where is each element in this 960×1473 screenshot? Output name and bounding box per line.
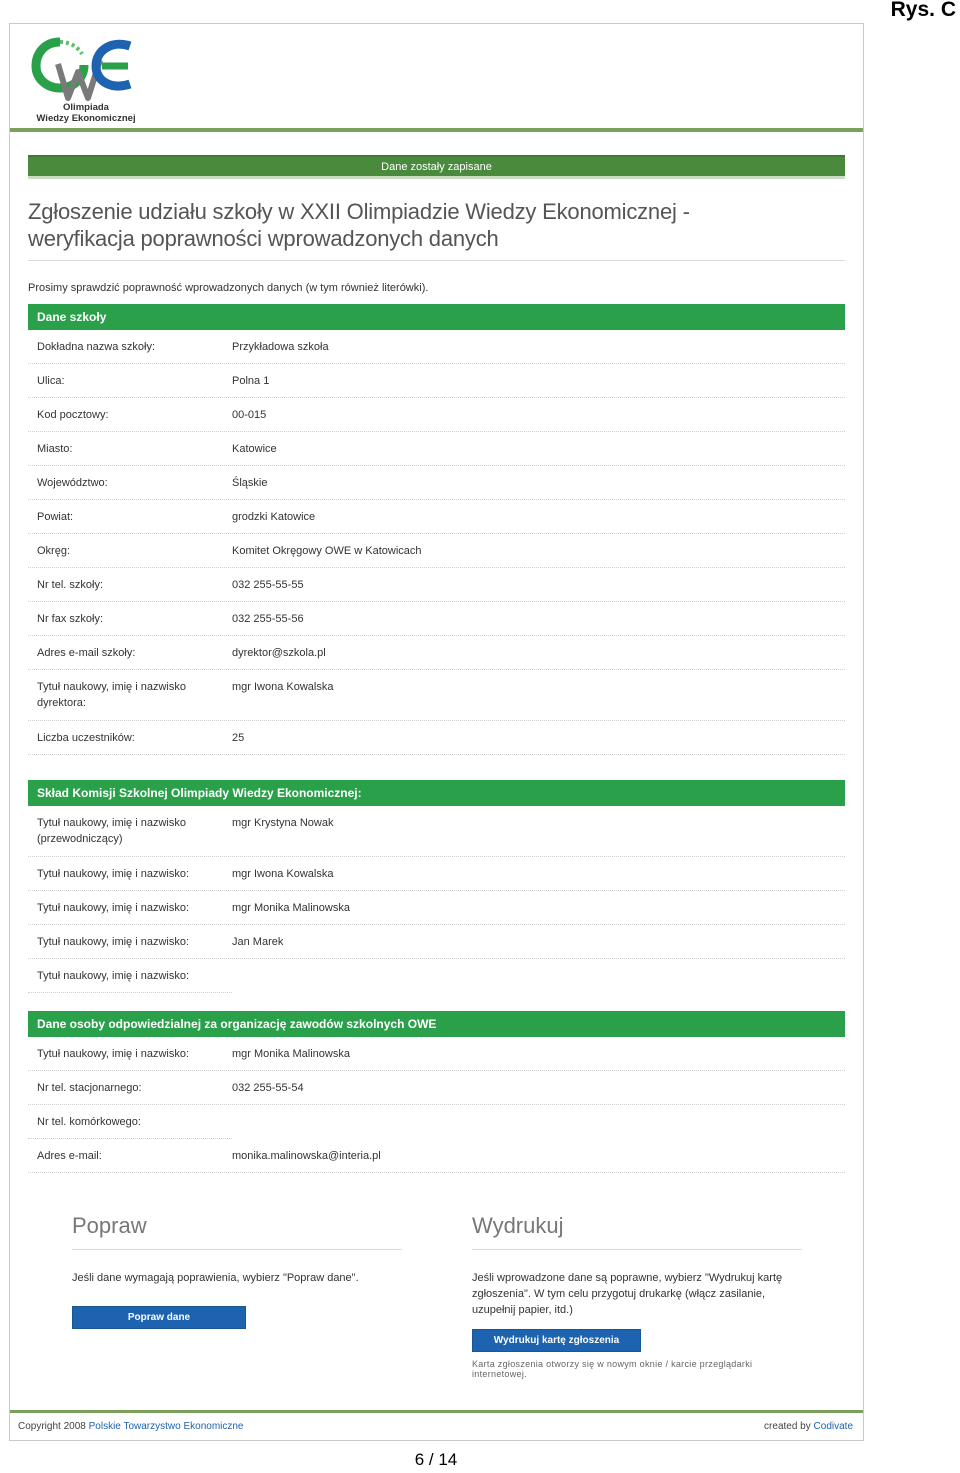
fix-data-button[interactable]: Popraw dane — [72, 1306, 246, 1329]
field-label: Powiat: — [37, 511, 74, 523]
field-label: Nr tel. stacjonarnego: — [37, 1082, 142, 1094]
table-row — [28, 636, 845, 670]
table-row — [28, 857, 845, 891]
field-value: monika.malinowska@interia.pl — [232, 1150, 381, 1162]
field-label: Kod pocztowy: — [37, 409, 109, 421]
field-value: mgr Iwona Kowalska — [232, 681, 334, 693]
field-label: Województwo: — [37, 477, 108, 489]
field-label: Nr tel. komórkowego: — [37, 1116, 141, 1128]
field-value: 032 255-55-55 — [232, 579, 304, 591]
table-row — [28, 721, 845, 755]
logo-line1: Olimpiada — [63, 102, 109, 113]
main-content — [28, 155, 845, 1173]
table-row — [28, 534, 845, 568]
saved-notification: Dane zostały zapisane — [28, 155, 845, 179]
field-value: Komitet Okręgowy OWE w Katowicach — [232, 545, 422, 557]
page-title — [28, 198, 845, 252]
table-row — [28, 330, 845, 364]
section-header-committee: Skład Komisji Szkolnej Olimpiady Wiedzy Ekonomicznej: — [28, 780, 845, 806]
figure-label: Rys. C — [890, 0, 956, 21]
table-row — [28, 432, 845, 466]
table-row — [28, 568, 845, 602]
table-row — [28, 364, 845, 398]
owe-logo[interactable] — [30, 34, 140, 124]
fix-panel — [72, 1212, 402, 1329]
field-label: Tytuł naukowy, imię i nazwisko: — [37, 902, 190, 914]
created-by-text: created by — [764, 1421, 811, 1432]
footer-credits — [764, 1421, 853, 1432]
print-card-button[interactable]: Wydrukuj kartę zgłoszenia — [472, 1329, 641, 1352]
copyright-text: Copyright 2008 — [18, 1421, 86, 1432]
owe-logo-icon — [30, 34, 140, 104]
site-footer — [10, 1410, 863, 1440]
print-heading: Wydrukuj — [472, 1213, 564, 1238]
field-label: Tytuł naukowy, imię i nazwisko: — [37, 936, 190, 948]
field-value: mgr Krystyna Nowak — [232, 817, 334, 829]
field-label: Tytuł naukowy, imię i nazwisko (przewodniczący) — [37, 817, 186, 845]
print-text: Jeśli wprowadzone dane są poprawne, wybierz "Wydrukuj kartę zgłoszenia". W tym celu przygotuj drukarkę (włącz zasilanie, uzupełnij papier, itd.) — [472, 1272, 783, 1316]
table-row — [28, 670, 845, 721]
intro-text: Prosimy sprawdzić poprawność wprowadzonych danych (w tym również literówki). — [28, 282, 429, 294]
page-number: 6 / 14 — [414, 1450, 458, 1469]
field-value: Polna 1 — [232, 375, 270, 387]
field-value: mgr Monika Malinowska — [232, 902, 350, 914]
field-label: Tytuł naukowy, imię i nazwisko dyrektora: — [37, 681, 186, 709]
table-row — [28, 1139, 845, 1173]
table-row — [28, 806, 845, 857]
field-label: Dokładna nazwa szkoły: — [37, 341, 156, 353]
field-label: Adres e-mail szkoły: — [37, 647, 136, 659]
table-row — [28, 500, 845, 534]
table-row — [28, 891, 845, 925]
field-value: dyrektor@szkola.pl — [232, 647, 326, 659]
field-value: grodzki Katowice — [232, 511, 316, 523]
table-row — [28, 602, 845, 636]
title-divider — [28, 260, 845, 261]
field-label: Tytuł naukowy, imię i nazwisko: — [37, 970, 190, 982]
browser-page — [9, 23, 864, 1441]
field-value: 032 255-55-54 — [232, 1082, 304, 1094]
field-label: Nr fax szkoły: — [37, 613, 104, 625]
print-note: Karta zgłoszenia otworzy się w nowym oknie / karcie przeglądarki internetowej. — [472, 1359, 753, 1379]
page-title-line2: weryfikacja poprawności wprowadzonych danych — [28, 226, 499, 251]
field-value: Śląskie — [232, 477, 268, 489]
field-value: Przykładowa szkoła — [232, 341, 329, 353]
field-label: Ulica: — [37, 375, 65, 387]
field-value: Katowice — [232, 443, 277, 455]
field-value: 25 — [232, 732, 245, 744]
field-value: mgr Monika Malinowska — [232, 1048, 350, 1060]
field-value: Jan Marek — [232, 936, 284, 948]
codivate-link[interactable]: Codivate — [813, 1421, 853, 1432]
table-row — [28, 1037, 845, 1071]
table-row — [28, 398, 845, 432]
logo-line2: Wiedzy Ekonomicznej — [36, 113, 136, 124]
table-row — [28, 1071, 845, 1105]
table-row — [28, 1105, 232, 1139]
page-title-line1: Zgłoszenie udziału szkoły w XXII Olimpiadzie Wiedzy Ekonomicznej - — [28, 199, 690, 224]
field-label: Tytuł naukowy, imię i nazwisko: — [37, 868, 190, 880]
field-label: Miasto: — [37, 443, 73, 455]
print-panel — [472, 1212, 802, 1379]
field-value: 00-015 — [232, 409, 267, 421]
field-value: mgr Iwona Kowalska — [232, 868, 334, 880]
table-row — [28, 925, 845, 959]
section-header-organizer: Dane osoby odpowiedzialnej za organizację zawodów szkolnych OWE — [28, 1011, 845, 1037]
field-label: Adres e-mail: — [37, 1150, 102, 1162]
fix-divider — [72, 1249, 402, 1250]
footer-copyright — [18, 1421, 244, 1432]
site-header — [10, 24, 863, 132]
section-header-school: Dane szkoły — [28, 304, 845, 330]
field-label: Okręg: — [37, 545, 71, 557]
print-divider — [472, 1249, 802, 1250]
pte-link[interactable]: Polskie Towarzystwo Ekonomiczne — [88, 1421, 244, 1432]
table-row — [28, 959, 232, 993]
table-row — [28, 466, 845, 500]
field-label: Nr tel. szkoły: — [37, 579, 104, 591]
field-value: 032 255-55-56 — [232, 613, 304, 625]
field-label: Tytuł naukowy, imię i nazwisko: — [37, 1048, 190, 1060]
fix-text: Jeśli dane wymagają poprawienia, wybierz "Popraw dane". — [72, 1272, 359, 1284]
field-label: Liczba uczestników: — [37, 732, 135, 744]
fix-heading: Popraw — [72, 1213, 147, 1238]
